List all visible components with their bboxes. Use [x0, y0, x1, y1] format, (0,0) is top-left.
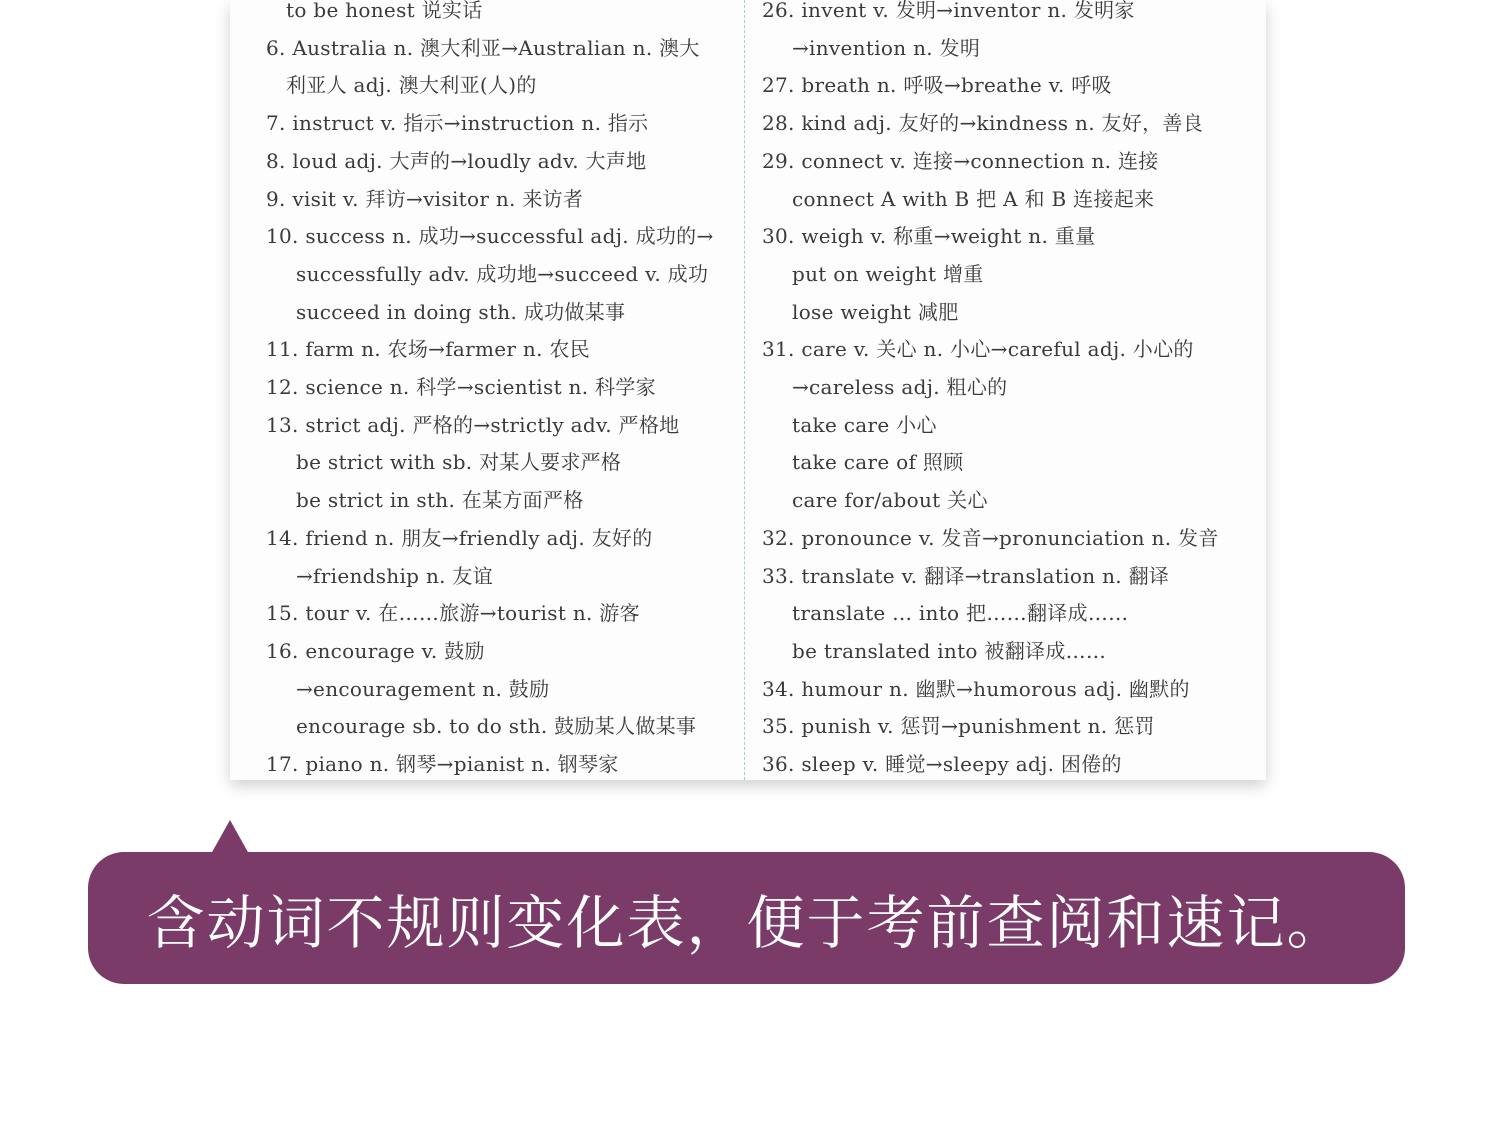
vocab-line: 16. encourage v. 鼓励: [266, 638, 485, 663]
vocab-line: →friendship n. 友谊: [296, 563, 494, 588]
vocab-line: 17. piano n. 钢琴→pianist n. 钢琴家: [266, 752, 619, 776]
vocab-line: 12. science n. 科学→scientist n. 科学家: [266, 375, 656, 399]
vocab-line: be strict in sth. 在某方面严格: [296, 488, 584, 513]
vocab-line: take care 小心: [792, 412, 937, 437]
vocab-line: put on weight 增重: [792, 261, 984, 286]
vocab-line: be translated into 被翻译成……: [792, 638, 1107, 663]
vocab-line: 33. translate v. 翻译→translation n. 翻译: [762, 563, 1170, 588]
vocab-line: 36. sleep v. 睡觉→sleepy adj. 困倦的: [762, 752, 1122, 776]
vocab-line: 7. instruct v. 指示→instruction n. 指示: [266, 111, 649, 136]
caption-banner: [88, 852, 1405, 984]
vocab-line: →encouragement n. 鼓励: [296, 676, 550, 701]
vocab-line: →invention n. 发明: [792, 35, 981, 60]
vocab-line: translate ... into 把……翻译成……: [792, 601, 1129, 626]
vocab-line: connect A with B 把 A 和 B 连接起来: [792, 186, 1155, 211]
vocab-line: successfully adv. 成功地→succeed v. 成功: [296, 261, 709, 286]
vocab-line: 35. punish v. 惩罚→punishment n. 惩罚: [762, 714, 1155, 739]
vocab-line: 31. care v. 关心 n. 小心→careful adj. 小心的: [762, 337, 1194, 362]
vocab-line: 11. farm n. 农场→farmer n. 农民: [266, 337, 591, 362]
vocab-line: 14. friend n. 朋友→friendly adj. 友好的: [266, 525, 653, 550]
vocab-line: 34. humour n. 幽默→humorous adj. 幽默的: [762, 676, 1190, 701]
document-page: [230, 0, 1266, 780]
vocab-line: to be honest 说实话: [286, 0, 483, 22]
vocab-line: 利亚人 adj. 澳大利亚(人)的: [286, 73, 537, 98]
vocab-line: 32. pronounce v. 发音→pronunciation n. 发音: [762, 525, 1219, 550]
vocab-line: 8. loud adj. 大声的→loudly adv. 大声地: [266, 148, 647, 173]
vocab-line: →careless adj. 粗心的: [792, 375, 1008, 399]
vocab-line: 6. Australia n. 澳大利亚→Australian n. 澳大: [266, 35, 700, 60]
vocab-line: 13. strict adj. 严格的→strictly adv. 严格地: [266, 412, 680, 437]
vocab-line: care for/about 关心: [792, 488, 988, 513]
vocab-line: 28. kind adj. 友好的→kindness n. 友好，善良: [762, 111, 1204, 136]
vocab-line: encourage sb. to do sth. 鼓励某人做某事: [296, 714, 697, 739]
vocab-line: 30. weigh v. 称重→weight n. 重量: [762, 224, 1096, 249]
vocab-line: 27. breath n. 呼吸→breathe v. 呼吸: [762, 73, 1112, 98]
vocab-line: 9. visit v. 拜访→visitor n. 来访者: [266, 186, 584, 211]
column-divider: [744, 0, 745, 780]
vocab-line: 26. invent v. 发明→inventor n. 发明家: [762, 0, 1135, 22]
vocab-line: succeed in doing sth. 成功做某事: [296, 299, 626, 324]
caption-text: 含动词不规则变化表，便于考前查阅和速记。: [146, 889, 1347, 957]
vocab-line: 29. connect v. 连接→connection n. 连接: [762, 148, 1159, 173]
vocab-line: lose weight 减肥: [792, 299, 959, 324]
vocab-line: 15. tour v. 在……旅游→tourist n. 游客: [266, 601, 640, 626]
vocab-line: 10. success n. 成功→successful adj. 成功的→: [266, 224, 714, 249]
vocab-line: take care of 照顾: [792, 450, 964, 475]
caption-pointer: [211, 820, 249, 854]
vocab-line: be strict with sb. 对某人要求严格: [296, 450, 622, 475]
